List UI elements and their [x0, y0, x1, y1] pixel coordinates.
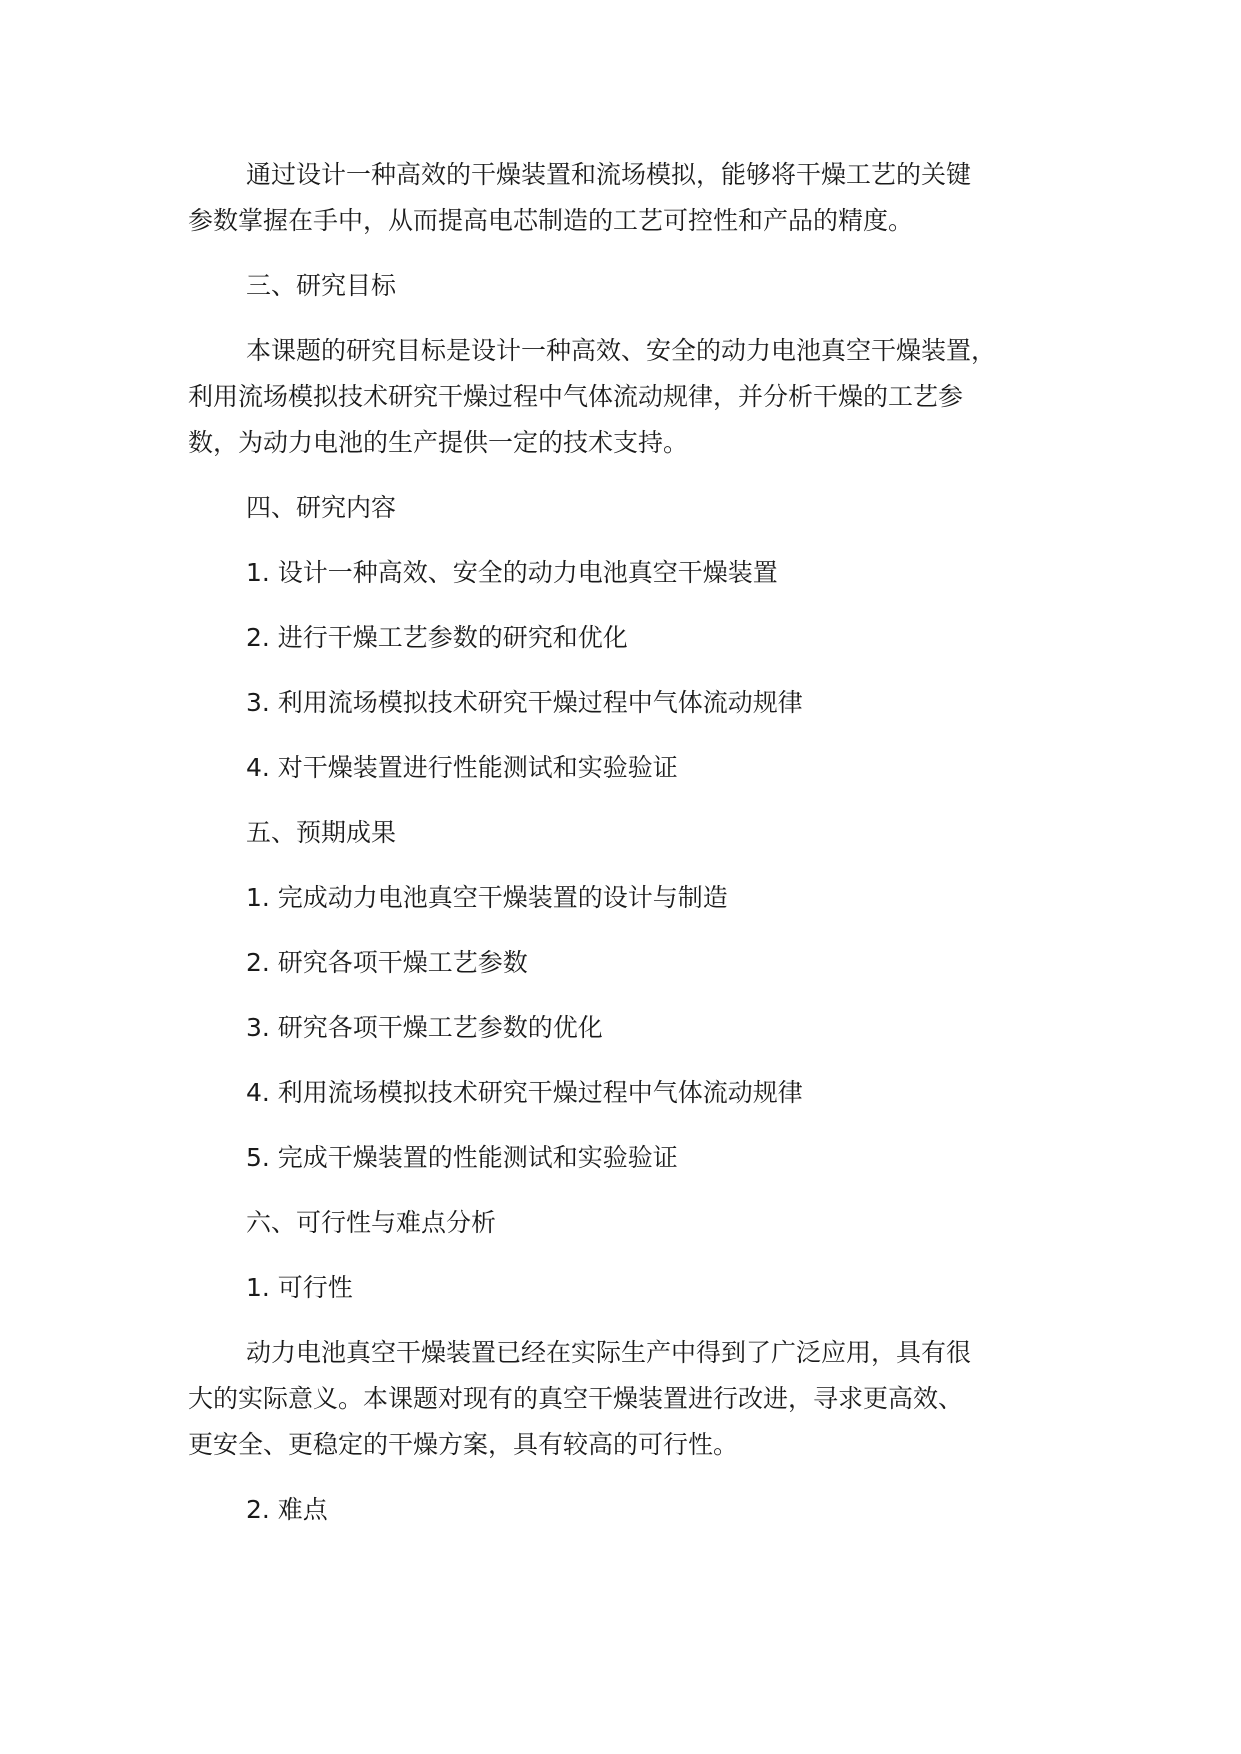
paragraph-line: 动力电池真空干燥装置已经在实际生产中得到了广泛应用，具有很: [246, 1338, 972, 1367]
list-item: 1. 设计一种高效、安全的动力电池真空干燥装置: [246, 558, 778, 587]
paragraph-line: 通过设计一种高效的干燥装置和流场模拟，能够将干燥工艺的关键: [246, 160, 972, 189]
list-item: 2. 研究各项干燥工艺参数: [246, 948, 528, 977]
section-heading-research-content: 四、研究内容: [246, 493, 397, 522]
document-body: [188, 152, 1088, 1533]
paragraph-intro: [188, 152, 1088, 244]
list-item: 3. 研究各项干燥工艺参数的优化: [246, 1013, 603, 1042]
list-item: 1. 完成动力电池真空干燥装置的设计与制造: [246, 883, 728, 912]
paragraph-line: 数，为动力电池的生产提供一定的技术支持。: [188, 428, 689, 457]
section-heading-feasibility: 六、可行性与难点分析: [246, 1208, 497, 1237]
paragraph-line: 本课题的研究目标是设计一种高效、安全的动力电池真空干燥装置，: [246, 336, 997, 365]
subheading-feasibility: 1. 可行性: [246, 1273, 353, 1302]
paragraph-feasibility: [188, 1330, 1088, 1468]
paragraph-research-goals: [188, 328, 1088, 466]
section-heading-expected-results: 五、预期成果: [246, 818, 397, 847]
section-heading-research-goals: 三、研究目标: [246, 271, 397, 300]
list-item: 2. 进行干燥工艺参数的研究和优化: [246, 623, 628, 652]
list-item: 5. 完成干燥装置的性能测试和实验验证: [246, 1143, 678, 1172]
paragraph-line: 更安全、更稳定的干燥方案，具有较高的可行性。: [188, 1430, 739, 1459]
paragraph-line: 参数掌握在手中，从而提高电芯制造的工艺可控性和产品的精度。: [188, 206, 914, 235]
list-item: 3. 利用流场模拟技术研究干燥过程中气体流动规律: [246, 688, 803, 717]
paragraph-line: 利用流场模拟技术研究干燥过程中气体流动规律，并分析干燥的工艺参: [188, 382, 964, 411]
subheading-difficulties: 2. 难点: [246, 1495, 328, 1524]
paragraph-line: 大的实际意义。本课题对现有的真空干燥装置进行改进，寻求更高效、: [188, 1384, 964, 1413]
list-item: 4. 对干燥装置进行性能测试和实验验证: [246, 753, 678, 782]
list-item: 4. 利用流场模拟技术研究干燥过程中气体流动规律: [246, 1078, 803, 1107]
